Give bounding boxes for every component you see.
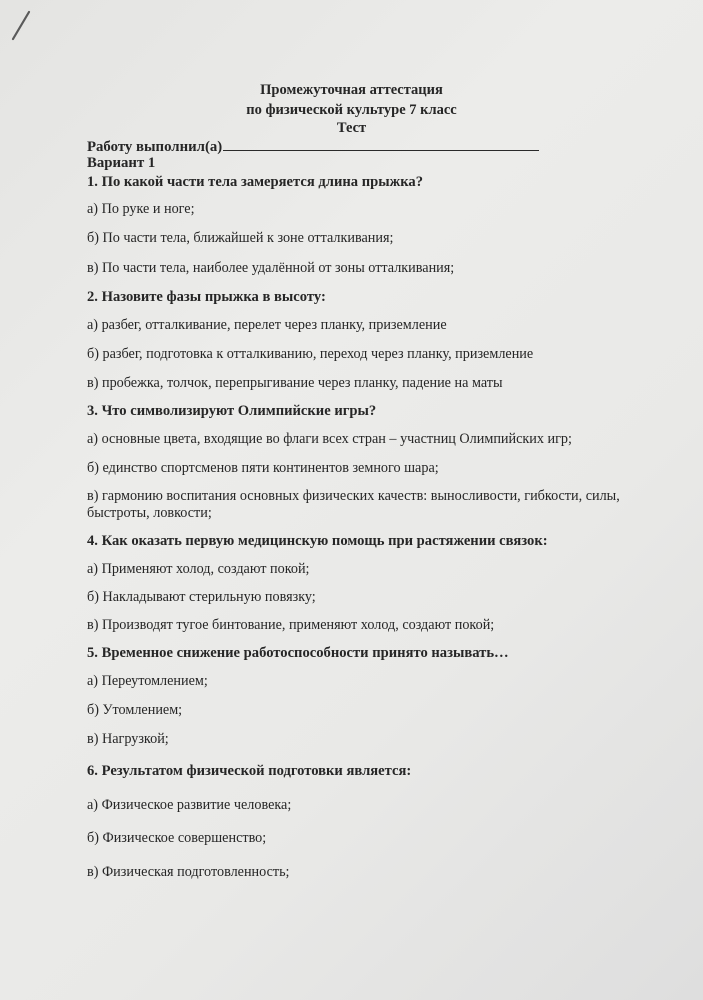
question-4-option-c: в) Производят тугое бинтование, применяют холод, создают покой; [87, 617, 495, 633]
student-name-blank-line [223, 137, 539, 151]
document-type: Тест [336, 120, 367, 136]
document-title: Промежуточная аттестация [260, 82, 443, 98]
question-2-option-a: а) разбег, отталкивание, перелет через планку, приземление [87, 317, 447, 333]
question-4-option-a: а) Применяют холод, создают покой; [87, 561, 310, 577]
question-1-option-b: б) По части тела, ближайшей к зоне отталкивания; [87, 230, 394, 246]
question-1: 1. По какой части тела замеряется длина прыжка? [87, 174, 424, 190]
variant-label: Вариант 1 [87, 155, 156, 171]
pen-mark-icon [0, 0, 40, 50]
question-4-option-b: б) Накладывают стерильную повязку; [87, 589, 316, 605]
question-6-option-c: в) Физическая подготовленность; [87, 864, 290, 880]
student-name-row [87, 137, 539, 156]
question-3-option-c: в) гармонию воспитания основных физических качеств: выносливости, гибкости, силы, [87, 488, 620, 504]
question-1-option-c: в) По части тела, наиболее удалённой от зоны отталкивания; [87, 260, 455, 276]
question-2: 2. Назовите фазы прыжка в высоту: [87, 289, 326, 305]
document-subtitle: по физической культуре 7 класс [246, 102, 457, 118]
question-5-option-b: б) Утомлением; [87, 702, 183, 718]
question-6-option-a: а) Физическое развитие человека; [87, 797, 292, 813]
question-3: 3. Что символизируют Олимпийские игры? [87, 403, 377, 419]
question-5-option-c: в) Нагрузкой; [87, 731, 169, 747]
question-5-option-a: а) Переутомлением; [87, 673, 208, 689]
question-6-option-b: б) Физическое совершенство; [87, 830, 267, 846]
question-5: 5. Временное снижение работоспособности принято называть… [87, 645, 509, 661]
question-3-option-b: б) единство спортсменов пяти континентов земного шара; [87, 460, 439, 476]
student-name-label: Работу выполнил(а) [87, 139, 223, 155]
question-6: 6. Результатом физической подготовки является: [87, 763, 412, 779]
question-3-option-c-continued: быстроты, ловкости; [87, 505, 212, 521]
question-2-option-b: б) разбег, подготовка к отталкиванию, переход через планку, приземление [87, 346, 534, 362]
question-3-option-a: а) основные цвета, входящие во флаги всех стран – участниц Олимпийских игр; [87, 431, 572, 447]
question-1-option-a: а) По руке и ноге; [87, 201, 195, 217]
question-2-option-c: в) пробежка, толчок, перепрыгивание через планку, падение на маты [87, 375, 503, 391]
question-4: 4. Как оказать первую медицинскую помощь при растяжении связок: [87, 533, 548, 549]
